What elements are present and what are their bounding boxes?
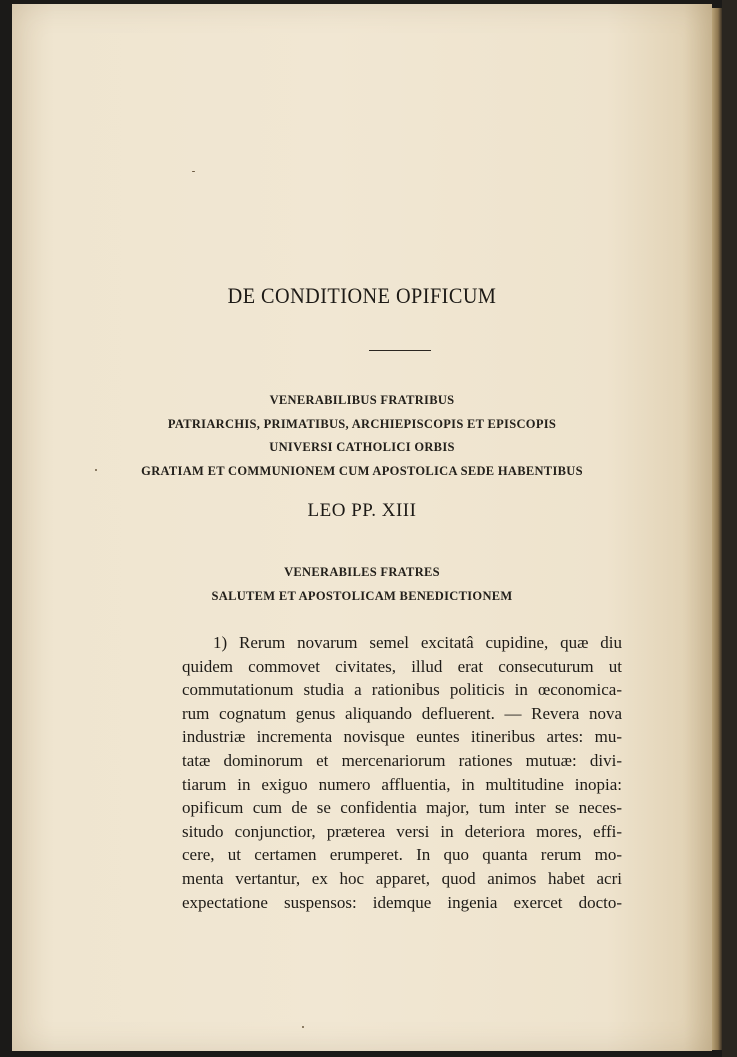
- greeting-line: SALUTEM ET APOSTOLICAM BENEDICTIONEM: [211, 589, 513, 603]
- body-line: tatæ dominorum et mercenariorum rationes mutuæ: divi-: [182, 750, 622, 770]
- title-divider: [369, 350, 431, 351]
- body-paragraph: [182, 631, 622, 914]
- body-line: rum cognatum genus aliquando defluerent. — Revera nova: [182, 703, 622, 723]
- body-line: commutationum studia a rationibus politicis in œconomica-: [182, 680, 622, 700]
- address-block: [12, 389, 712, 483]
- paper-speck: [95, 469, 97, 471]
- body-line: opificum cum de se confidentia major, tum inter se neces-: [182, 798, 622, 818]
- body-line: industriæ incrementa novisque euntes itineribus artes: mu-: [182, 727, 622, 747]
- paper-speck: [192, 171, 195, 172]
- body-line: quidem commovet civitates, illud erat consecuturum ut: [182, 656, 622, 676]
- address-line: UNIVERSI CATHOLICI ORBIS: [269, 440, 455, 454]
- book-cover-edge: [722, 0, 737, 1057]
- body-line: tiarum in exiguo numero affluentia, in multitudine inopia:: [182, 774, 622, 794]
- body-line: expectatione suspensos: idemque ingenia exercet docto-: [182, 892, 622, 912]
- paper-speck: [302, 1026, 304, 1028]
- greeting-block: [12, 560, 712, 608]
- body-line: 1) Rerum novarum semel excitatâ cupidine, quæ diu: [213, 633, 622, 652]
- address-line: VENERABILIBUS FRATRIBUS: [269, 393, 455, 407]
- page-title: DE CONDITIONE OPIFICUM: [227, 283, 497, 308]
- body-line: cere, ut certamen erumperet. In quo quanta rerum mo-: [182, 845, 622, 865]
- page-edge: [712, 8, 722, 1050]
- body-line: menta vertantur, ex hoc apparet, quod animos habet acri: [182, 868, 622, 888]
- greeting-line: VENERABILES FRATRES: [284, 565, 440, 579]
- body-line: situdo conjunctior, præterea versi in deteriora mores, effi-: [182, 821, 622, 841]
- book-page: [12, 4, 712, 1051]
- address-line: GRATIAM ET COMMUNIONEM CUM APOSTOLICA SEDE HABENTIBUS: [141, 463, 583, 478]
- signer-name: LEO PP. XIII: [307, 500, 417, 521]
- address-line: PATRIARCHIS, PRIMATIBUS, ARCHIEPISCOPIS ET EPISCOPIS: [167, 416, 557, 431]
